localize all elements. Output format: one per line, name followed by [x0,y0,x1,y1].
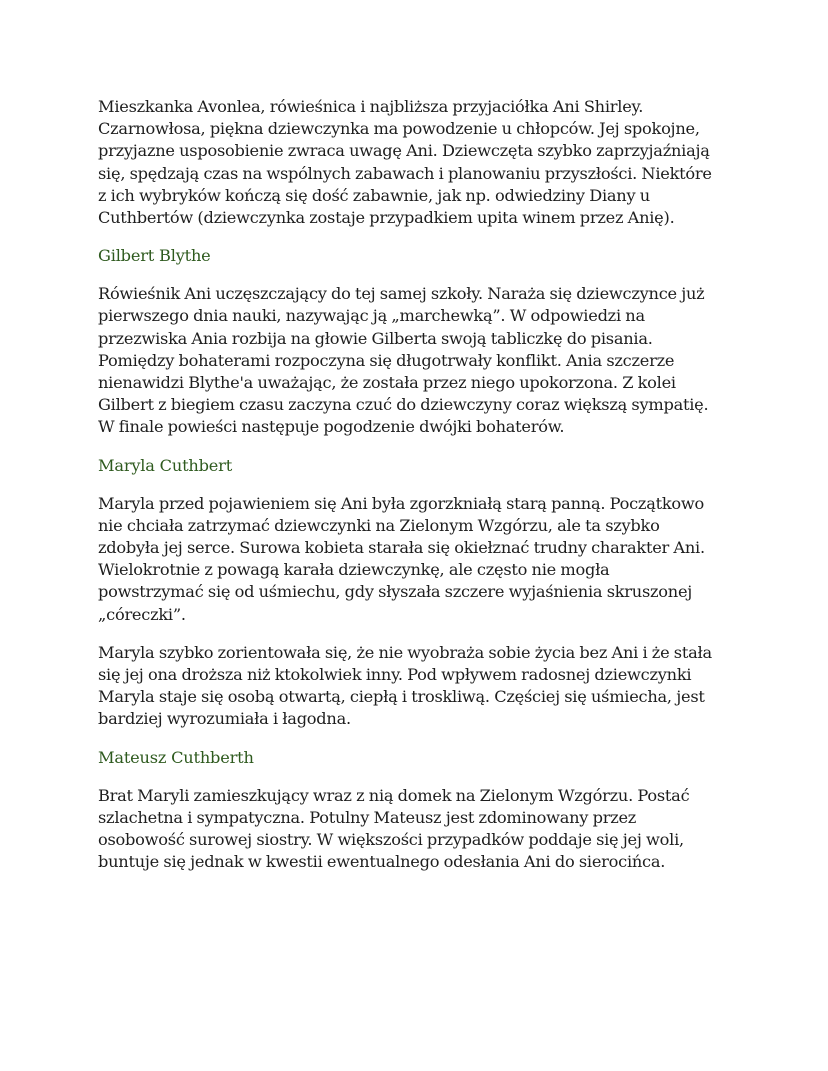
paragraph-diana: Mieszkanka Avonlea, rówieśnica i najbliższa przyjaciółka Ani Shirley. Czarnowłosa, piękna dziewczynka ma powodzenie u chłopców. Jej spokojne, przyjazne usposobienie zwraca uwagę Ani. Dziewczęta szybko zaprzyjaźniają się, spędzają czas na wspólnych zabawach i planowaniu przyszłości. Niektóre z ich wybryków kończą się dość zabawnie, jak np. odwiedziny Diany u Cuthbertów (dziewczynka zostaje przypadkiem upita winem przez Anię). [98,97,712,228]
paragraph-maryla-1: Maryla przed pojawieniem się Ani była zgorzkniałą starą panną. Początkowo nie chciała zatrzymać dziewczynki na Zielonym Wzgórzu, ale ta szybko zdobyła jej serce. Surowa kobieta starała się okiełznać trudny charakter Ani. Wielokrotnie z powagą karała dziewczynkę, ale często nie mogła powstrzymać się od uśmiechu, gdy słyszała szczere wyjaśnienia skruszonej „córeczki”. [98,493,705,624]
document-page [98,96,748,873]
paragraph-gilbert: Rówieśnik Ani uczęszczający do tej samej szkoły. Naraża się dziewczynce już pierwszego dnia nauki, nazywając ją „marchewką”. W odpowiedzi na przezwiska Ania rozbija na głowie Gilberta swoją tabliczkę do pisania. Pomiędzy bohaterami rozpoczyna się długotrwały konflikt. Ania szczerze nienawidzi Blythe'a uważając, że została przez niego upokorzona. Z kolei Gilbert z biegiem czasu zaczyna czuć do dziewczyny coraz większą sympatię. W finale powieści następuje pogodzenie dwójki bohaterów. [98,284,709,437]
heading-mateusz-cuthberth: Mateusz Cuthberth [98,747,254,767]
paragraph-mateusz: Brat Maryli zamieszkujący wraz z nią domek na Zielonym Wzgórzu. Postać szlachetna i sympatyczna. Potulny Mateusz jest zdominowany przez osobowość surowej siostry. W większości przypadków poddaje się jej woli, buntuje się jednak w kwestii ewentualnego odesłania Ani do sierocińca. [98,785,690,872]
paragraph-maryla-2: Maryla szybko zorientowała się, że nie wyobraża sobie życia bez Ani i że stała się jej ona droższa niż ktokolwiek inny. Pod wpływem radosnej dziewczynki Maryla staje się osobą otwartą, ciepłą i troskliwą. Częściej się uśmiecha, jest bardziej wyrozumiała i łagodna. [98,642,712,729]
heading-maryla-cuthbert: Maryla Cuthbert [98,455,233,475]
heading-gilbert-blythe: Gilbert Blythe [98,246,211,266]
